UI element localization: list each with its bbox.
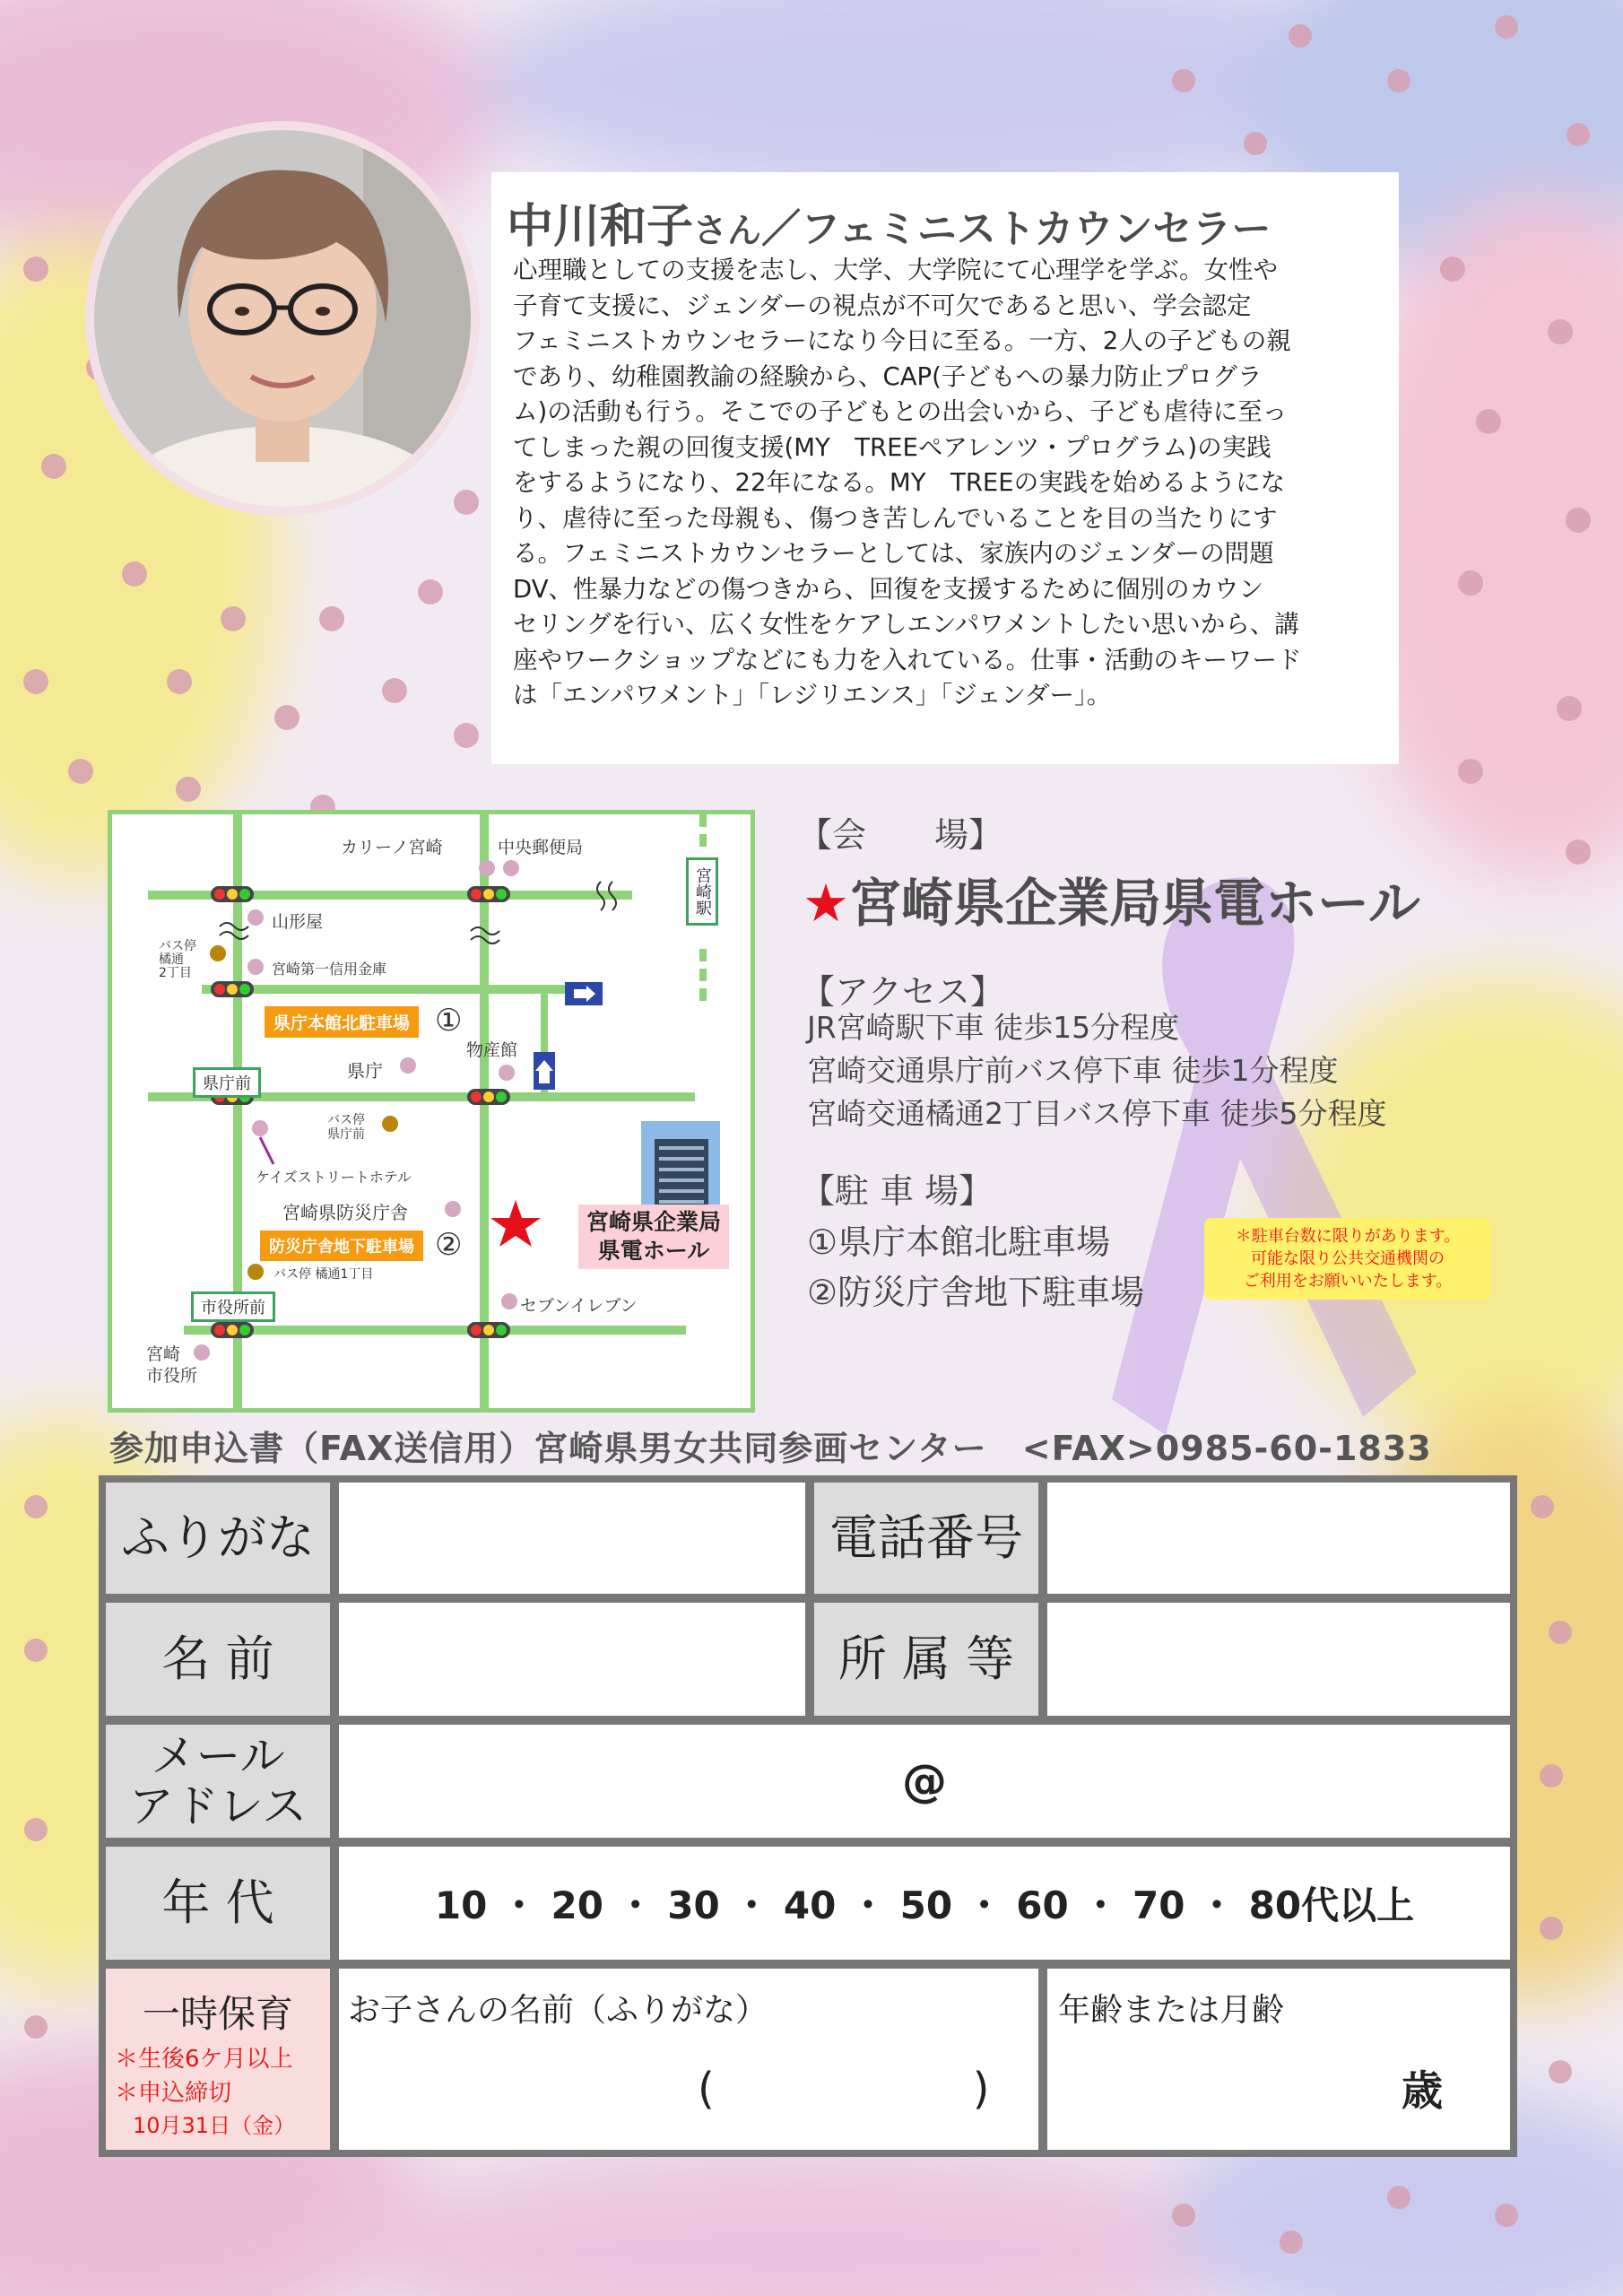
child-age-label: 年齢または月齢 <box>1058 1992 1285 2029</box>
access-line: 宮崎交通県庁前バス停下車 徒歩1分程度 <box>807 1053 1339 1088</box>
form-title: 参加申込書（FAX送信用）宮崎県男女共同参画センター <FAX>0985-60-1833 <box>109 1429 1432 1468</box>
bio-line: をするようになり、22年になる。MY TREEの実践を始めるようにな <box>513 468 1286 497</box>
child-age-unit: 歳 <box>1402 2066 1443 2115</box>
map-label-karino: カリーノ宮崎 <box>341 838 443 857</box>
access-line: JR宮崎駅下車 徒歩15分程度 <box>807 1010 1180 1045</box>
furigana-input[interactable] <box>339 1483 805 1594</box>
furigana-label: ふりがな <box>106 1483 330 1594</box>
bio-line: てしまった親の回復支援(MY TREEペアレンツ・プログラム)の実践 <box>513 432 1271 462</box>
name-input[interactable] <box>339 1603 805 1716</box>
email-input[interactable] <box>339 1725 1510 1838</box>
parking-note <box>1204 1218 1491 1300</box>
map-label-bussankan: 物産館 <box>466 1040 518 1060</box>
map-label-venue: 宮崎県企業局 県電ホール <box>578 1205 729 1269</box>
childcare-note: ＊生後6ケ月以上 <box>115 2046 293 2073</box>
map-label-parking2: 防災庁舎地下駐車場 <box>260 1231 423 1261</box>
map-label-bus-tachibana2: バス停 橘通 2丁目 <box>159 939 196 980</box>
portrait-illustration <box>94 130 471 507</box>
childcare-title: 一時保育 <box>142 1992 293 2036</box>
speaker-role: ／フェミニストカウンセラー <box>761 206 1271 252</box>
childcare-deadline: 10月31日（金） <box>133 2113 296 2138</box>
map-label-shiyakushomae: 市役所前 <box>191 1292 275 1322</box>
parking-line: ①県庁本館北駐車場 <box>807 1222 1111 1262</box>
childcare-label <box>106 1969 330 2150</box>
map-label-kenchomae: 県庁前 <box>193 1067 261 1098</box>
phone-input[interactable] <box>1047 1483 1510 1594</box>
bio-line: 子育て支援に、ジェンダーの視点が不可欠であると思い、学会認定 <box>513 291 1252 320</box>
bio-line: る。フェミニストカウンセラーとしては、家族内のジェンダーの問題 <box>513 539 1274 568</box>
star-icon: ★ <box>803 873 849 934</box>
access-map <box>108 810 755 1413</box>
map-label-bus-tachibana1: バス停 橘通1丁目 <box>273 1267 374 1282</box>
bio-line: セリングを行い、広く女性をケアしエンパワメントしたい思いから、講 <box>513 610 1299 639</box>
map-label-shiyakusho: 宮崎 市役所 <box>146 1344 198 1386</box>
map-label-yamakataya: 山形屋 <box>272 912 324 932</box>
venue-name-text: 宮崎県企業局県電ホール <box>849 873 1420 934</box>
map-label-hotel: ケイズストリートホテル <box>256 1169 412 1186</box>
speaker-honorific: さん <box>693 211 762 250</box>
map-label-bank: 宮崎第一信用金庫 <box>272 961 387 978</box>
bio-line: であり、幼稚園教諭の経験から、CAP(子どもへの暴力防止プログラ <box>513 361 1263 391</box>
parking-note-line: ＊駐車台数に限りがあります。 <box>1235 1227 1461 1246</box>
map-label-seven-eleven: セブンイレブン <box>520 1296 638 1316</box>
parking-line: ②防災庁舎地下駐車場 <box>807 1273 1145 1312</box>
phone-label: 電話番号 <box>814 1483 1038 1594</box>
parking-heading: 【駐 車 場】 <box>801 1171 994 1211</box>
map-label-bosai: 宮崎県防災庁舎 <box>282 1202 408 1223</box>
bio-line: フェミニストカウンセラーになり今日に至る。一方、2人の子どもの親 <box>513 326 1291 355</box>
bio-line: ム)の活動も行う。そこでの子どもとの出会いから、子ども虐待に至っ <box>513 397 1288 426</box>
speaker-bio <box>513 253 1381 714</box>
age-label: 年 代 <box>106 1847 330 1960</box>
email-label-line: メール <box>151 1730 285 1782</box>
speaker-name-line <box>507 188 1271 256</box>
affiliation-label: 所 属 等 <box>814 1603 1038 1716</box>
bio-line: 座やワークショップなどにも力を入れている。仕事・活動のキーワード <box>513 645 1302 674</box>
speaker-name: 中川和子 <box>507 200 694 254</box>
venue-name <box>803 861 1420 936</box>
bio-line: 心理職としての支援を志し、大学、大学院にて心理学を学ぶ。女性や <box>513 256 1279 284</box>
access-heading: 【アクセス】 <box>801 972 1004 1012</box>
map-label-parking2-num: ② <box>435 1227 463 1263</box>
bio-line: は「エンパワメント」「レジリエンス」「ジェンダー」。 <box>513 681 1112 709</box>
map-label-kencho: 県庁 <box>347 1060 383 1082</box>
childcare-note: ＊申込締切 <box>115 2080 232 2107</box>
bio-line: DV、性暴力などの傷つきから、回復を支援するために個別のカウン <box>513 574 1264 604</box>
parking-note-line: 可能な限り公共交通機関の <box>1251 1249 1445 1268</box>
age-options[interactable]: 10 ・ 20 ・ 30 ・ 40 ・ 50 ・ 60 ・ 70 ・ 80代以上 <box>339 1847 1510 1960</box>
child-name-label: お子さんの名前（ふりがな） <box>348 1992 768 2029</box>
profile-photo <box>94 130 471 507</box>
application-form <box>99 1475 1517 2157</box>
affiliation-input[interactable] <box>1047 1603 1510 1716</box>
map-label-parking1: 県庁本館北駐車場 <box>265 1006 419 1038</box>
child-age-input[interactable] <box>1047 1969 1510 2150</box>
email-label <box>106 1725 330 1838</box>
venue-heading: 【会 場】 <box>798 815 1003 855</box>
bio-line: り、虐待に至った母親も、傷つき苦しんでいることを目の当たりにす <box>513 503 1278 533</box>
email-label-line: アドレス <box>128 1780 308 1832</box>
at-sign: @ <box>902 1755 947 1807</box>
map-label-parking1-num: ① <box>435 1003 463 1039</box>
map-label-bus-kenchomae: バス停 県庁前 <box>327 1113 365 1142</box>
name-label: 名 前 <box>106 1603 330 1716</box>
child-name-input[interactable] <box>339 1969 1038 2150</box>
map-label-post-office: 中央郵便局 <box>498 838 584 857</box>
child-name-paren: ( ) <box>698 2064 990 2114</box>
map-label-station: 宮崎駅 <box>686 857 718 926</box>
access-line: 宮崎交通橘通2丁目バス停下車 徒歩5分程度 <box>807 1096 1387 1131</box>
parking-note-line: ご利用をお願いいたします。 <box>1243 1272 1453 1291</box>
